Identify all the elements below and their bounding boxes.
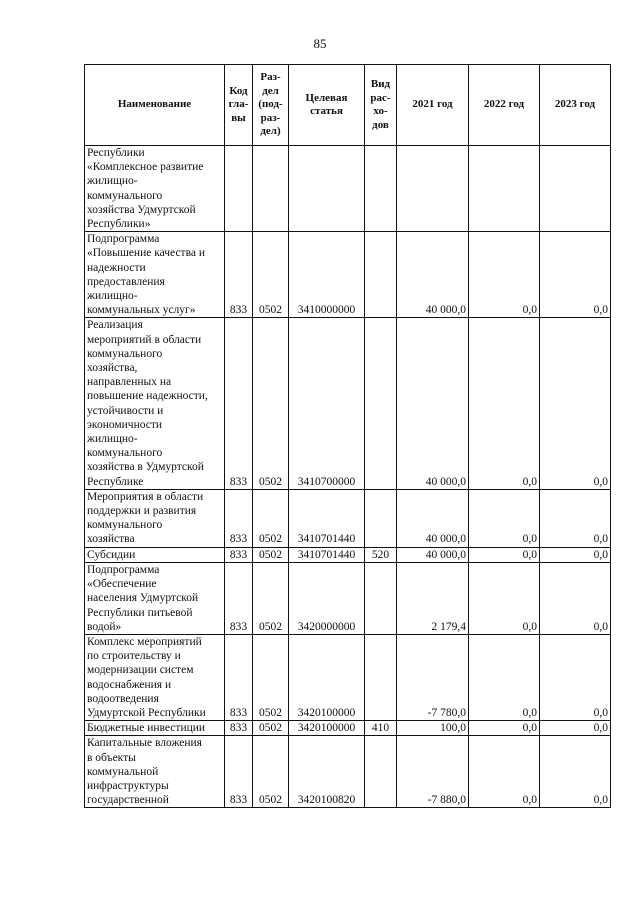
row-2022: 0,0 bbox=[469, 318, 540, 489]
row-section: 0502 bbox=[253, 318, 289, 489]
row-2023: 0,0 bbox=[540, 736, 611, 808]
row-2021: -7 880,0 bbox=[397, 736, 469, 808]
header-expense-type: Вид рас- хо- дов bbox=[365, 65, 397, 146]
row-2022: 0,0 bbox=[469, 721, 540, 736]
row-chapter: 833 bbox=[225, 634, 253, 720]
row-name: Комплекс мероприятий по строительству и модернизации систем водоснабжения и водоотведения Удмуртской Республики bbox=[85, 634, 225, 720]
row-2023 bbox=[540, 146, 611, 232]
row-2022 bbox=[469, 146, 540, 232]
header-year-2021: 2021 год bbox=[397, 65, 469, 146]
row-section: 0502 bbox=[253, 562, 289, 634]
row-expense bbox=[365, 489, 397, 547]
row-2023: 0,0 bbox=[540, 318, 611, 489]
table-row bbox=[85, 547, 611, 562]
row-2023: 0,0 bbox=[540, 489, 611, 547]
row-name: Капитальные вложения в объекты коммунальной инфраструктуры государственной bbox=[85, 736, 225, 808]
row-2021: 2 179,4 bbox=[397, 562, 469, 634]
row-2021 bbox=[397, 146, 469, 232]
row-expense bbox=[365, 232, 397, 318]
row-2021: 40 000,0 bbox=[397, 318, 469, 489]
row-2022: 0,0 bbox=[469, 547, 540, 562]
row-chapter bbox=[225, 146, 253, 232]
row-name: Республики «Комплексное развитие жилищно- коммунального хозяйства Удмуртской Республики» bbox=[85, 146, 225, 232]
header-target-article: Целевая статья bbox=[289, 65, 365, 146]
row-target: 3420100000 bbox=[289, 634, 365, 720]
row-target: 3420100820 bbox=[289, 736, 365, 808]
row-section: 0502 bbox=[253, 634, 289, 720]
row-2021: 40 000,0 bbox=[397, 547, 469, 562]
table-row bbox=[85, 232, 611, 318]
page-number: 85 bbox=[313, 36, 327, 51]
row-2022: 0,0 bbox=[469, 634, 540, 720]
table-row bbox=[85, 736, 611, 808]
row-section: 0502 bbox=[253, 721, 289, 736]
table-row bbox=[85, 562, 611, 634]
row-section: 0502 bbox=[253, 736, 289, 808]
header-section: Раз- дел (под- раз- дел) bbox=[253, 65, 289, 146]
row-2022: 0,0 bbox=[469, 736, 540, 808]
header-row bbox=[85, 65, 611, 146]
row-target: 3410700000 bbox=[289, 318, 365, 489]
row-2023: 0,0 bbox=[540, 634, 611, 720]
row-name: Субсидии bbox=[85, 547, 225, 562]
row-section bbox=[253, 146, 289, 232]
table-row bbox=[85, 721, 611, 736]
row-expense bbox=[365, 634, 397, 720]
header-chapter-code: Код гла- вы bbox=[225, 65, 253, 146]
row-2021: 40 000,0 bbox=[397, 232, 469, 318]
row-2021: 40 000,0 bbox=[397, 489, 469, 547]
row-name: Подпрограмма «Обеспечение населения Удмуртской Республики питьевой водой» bbox=[85, 562, 225, 634]
row-name: Бюджетные инвестиции bbox=[85, 721, 225, 736]
row-section: 0502 bbox=[253, 547, 289, 562]
row-expense: 410 bbox=[365, 721, 397, 736]
row-2022: 0,0 bbox=[469, 232, 540, 318]
row-section: 0502 bbox=[253, 489, 289, 547]
row-expense bbox=[365, 146, 397, 232]
row-chapter: 833 bbox=[225, 489, 253, 547]
table-row bbox=[85, 318, 611, 489]
row-chapter: 833 bbox=[225, 547, 253, 562]
row-expense bbox=[365, 736, 397, 808]
row-target: 3420100000 bbox=[289, 721, 365, 736]
row-expense bbox=[365, 562, 397, 634]
row-name: Реализация мероприятий в области коммунального хозяйства, направленных на повышение надежности, устойчивости и экономичности жилищно- коммунального хозяйства в Удмуртской Республике bbox=[85, 318, 225, 489]
row-chapter: 833 bbox=[225, 736, 253, 808]
table-row bbox=[85, 489, 611, 547]
row-2021: -7 780,0 bbox=[397, 634, 469, 720]
budget-table bbox=[84, 64, 611, 808]
row-expense bbox=[365, 318, 397, 489]
row-target: 3410000000 bbox=[289, 232, 365, 318]
row-2023: 0,0 bbox=[540, 721, 611, 736]
header-year-2023: 2023 год bbox=[540, 65, 611, 146]
row-2023: 0,0 bbox=[540, 562, 611, 634]
row-2022: 0,0 bbox=[469, 489, 540, 547]
row-chapter: 833 bbox=[225, 232, 253, 318]
row-2021: 100,0 bbox=[397, 721, 469, 736]
row-expense: 520 bbox=[365, 547, 397, 562]
row-section: 0502 bbox=[253, 232, 289, 318]
row-chapter: 833 bbox=[225, 562, 253, 634]
row-chapter: 833 bbox=[225, 721, 253, 736]
header-year-2022: 2022 год bbox=[469, 65, 540, 146]
row-2022: 0,0 bbox=[469, 562, 540, 634]
row-chapter: 833 bbox=[225, 318, 253, 489]
row-target: 3420000000 bbox=[289, 562, 365, 634]
row-name: Мероприятия в области поддержки и развития коммунального хозяйства bbox=[85, 489, 225, 547]
row-target: 3410701440 bbox=[289, 489, 365, 547]
row-2023: 0,0 bbox=[540, 232, 611, 318]
header-name: Наименование bbox=[85, 65, 225, 146]
table-row bbox=[85, 146, 611, 232]
table-row bbox=[85, 634, 611, 720]
row-target: 3410701440 bbox=[289, 547, 365, 562]
row-name: Подпрограмма «Повышение качества и надежности предоставления жилищно- коммунальных услуг» bbox=[85, 232, 225, 318]
row-target bbox=[289, 146, 365, 232]
row-2023: 0,0 bbox=[540, 547, 611, 562]
